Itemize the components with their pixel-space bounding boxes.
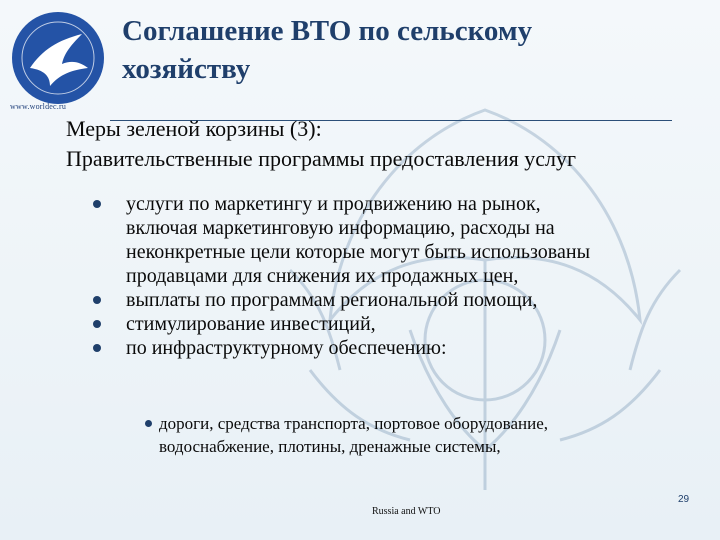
- bullet-list: [108, 192, 708, 360]
- bullet-dot-icon: [145, 420, 152, 427]
- bullet-dot-icon: [93, 320, 101, 328]
- bullet-line: продавцами для снижения их продажных цен,: [126, 265, 519, 287]
- intro-text: Меры зеленой корзины (3):: [66, 116, 322, 141]
- list-item: [108, 336, 708, 360]
- bullet-line: выплаты по программам региональной помощи,: [126, 289, 538, 311]
- page-title: [122, 12, 682, 88]
- bird-emblem-logo-icon: [10, 10, 106, 106]
- footer-text: Russia and WTO: [372, 506, 441, 517]
- bullet-dot-icon: [93, 344, 101, 352]
- title-line-2: хозяйству: [122, 53, 251, 85]
- main-content: [66, 114, 706, 174]
- title-line-1: Соглашение ВТО по сельскому: [122, 15, 533, 47]
- list-item: [108, 312, 708, 336]
- list-item: [108, 288, 708, 312]
- list-item: [159, 412, 699, 458]
- list-item: [108, 192, 708, 288]
- bullet-line: включая маркетинговую информацию, расходы на: [126, 217, 555, 239]
- site-url: www.worldec.ru: [10, 102, 67, 111]
- sub-bullet-list: [159, 412, 699, 458]
- bullet-line: неконкретные цели которые могут быть использованы: [126, 241, 591, 263]
- bullet-line: по инфраструктурному обеспечению:: [126, 337, 447, 359]
- bullet-dot-icon: [93, 296, 101, 304]
- bullet-line: услуги по маркетингу и продвижению на рынок,: [126, 193, 541, 215]
- page-number: 29: [678, 494, 690, 505]
- subheading-text: Правительственные программы предоставления услуг: [66, 146, 577, 171]
- bullet-dot-icon: [93, 200, 101, 208]
- sub-bullet-line: дороги, средства транспорта, портовое оборудование,: [159, 414, 549, 433]
- bullet-line: стимулирование инвестиций,: [126, 313, 376, 335]
- sub-bullet-line: водоснабжение, плотины, дренажные системы,: [159, 437, 501, 456]
